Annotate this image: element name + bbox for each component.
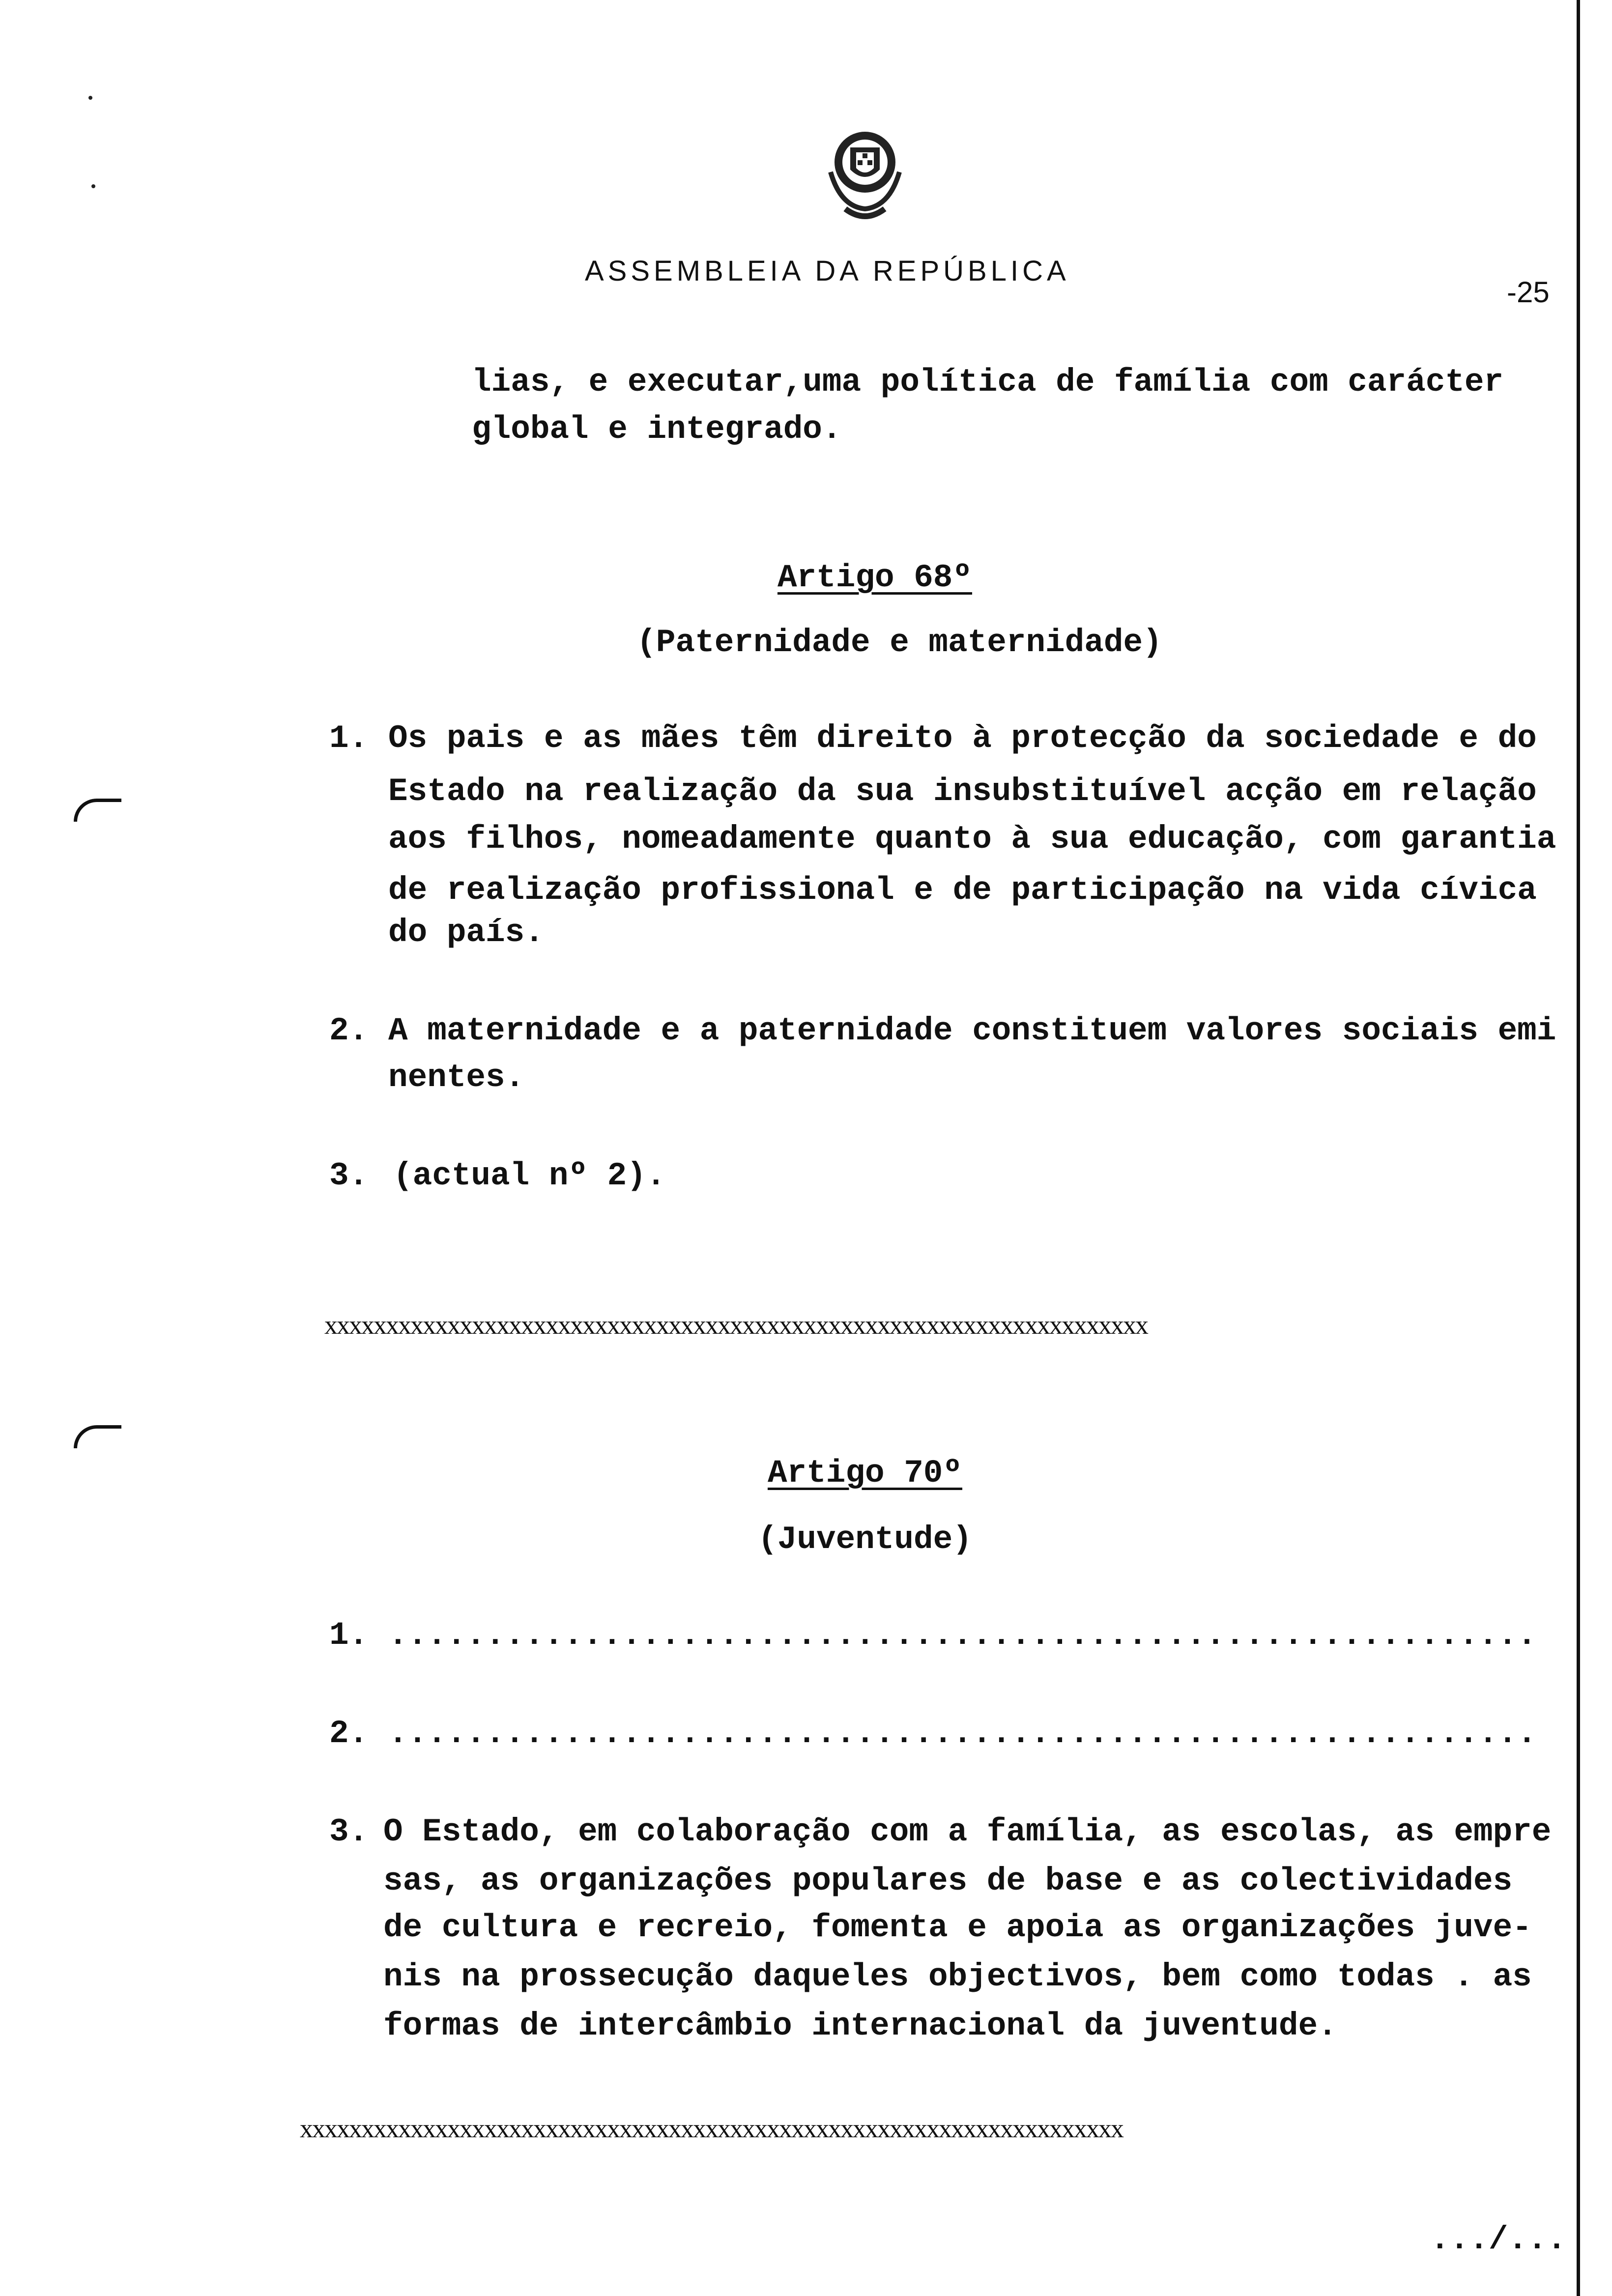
continuation-marker: .../... [1430, 2221, 1567, 2258]
article-68-item-1-line: Estado na realização da sua insubstituível acção em relação [388, 773, 1537, 810]
article-70-subtitle: (Juventude) [758, 1521, 972, 1558]
coat-of-arms-emblem [816, 123, 914, 231]
article-68-item-2-line: nentes. [388, 1059, 525, 1096]
margin-bracket-mark [74, 799, 121, 822]
article-68-item-3-line: (actual nº 2). [393, 1157, 666, 1194]
scan-speck [91, 184, 95, 188]
article-68-item-number: 3. [329, 1157, 369, 1194]
page-border-rule [1577, 0, 1580, 2296]
article-70-item-number: 2. [329, 1715, 369, 1752]
article-70-heading: Artigo 70º [767, 1455, 963, 1492]
article-70-item-number: 1. [329, 1617, 369, 1654]
article-68-item-1-line: de realização profissional e de participação na vida cívica [388, 872, 1537, 909]
institution-title: ASSEMBLEIA DA REPÚBLICA [585, 255, 1070, 287]
article-70-item-3-line: de cultura e recreio, fomenta e apoia as organizações juve- [383, 1909, 1532, 1946]
article-70-item-3-line: O Estado, em colaboração com a família, as escolas, as empre [383, 1813, 1552, 1850]
article-70-item-3-line: formas de intercâmbio internacional da juventude. [383, 2008, 1337, 2044]
article-68-item-1-line: do país. [388, 914, 544, 951]
article-68-item-1-line: Os pais e as mães têm direito à protecção da sociedade e do [388, 720, 1537, 757]
article-68-item-1-line: aos filhos, nomeadamente quanto à sua educação, com garantia [388, 821, 1556, 858]
article-68-subtitle: (Paternidade e maternidade) [636, 624, 1162, 661]
article-70-item-2-dots: ........................................................... [388, 1715, 1537, 1752]
article-68-item-number: 2. [329, 1012, 369, 1049]
section-separator: xxxxxxxxxxxxxxxxxxxxxxxxxxxxxxxxxxxxxxxxxxxxxxxxxxxxxxxxxxxxxxxxxxx [300, 2114, 1123, 2143]
page-number: -25 [1507, 276, 1550, 309]
article-70-item-1-dots: ........................................................... [388, 1617, 1537, 1654]
article-70-item-3-line: sas, as organizações populares de base e as colectividades [383, 1863, 1513, 1899]
article-68-item-2-line: A maternidade e a paternidade constituem valores sociais emi [388, 1012, 1556, 1049]
margin-bracket-mark [74, 1425, 121, 1448]
article-70-item-3-line: nis na prossecução daqueles objectivos, bem como todas . as [383, 1958, 1532, 1995]
continuation-line-2: global e integrado. [472, 411, 842, 448]
article-68-heading: Artigo 68º [777, 559, 973, 596]
continuation-line-1: lias, e executar,uma política de família com carácter [472, 364, 1504, 401]
article-70-item-number: 3. [329, 1813, 369, 1850]
scan-speck [88, 96, 92, 100]
section-separator: xxxxxxxxxxxxxxxxxxxxxxxxxxxxxxxxxxxxxxxxxxxxxxxxxxxxxxxxxxxxxxxxxxx [324, 1310, 1148, 1340]
article-68-item-number: 1. [329, 720, 369, 757]
